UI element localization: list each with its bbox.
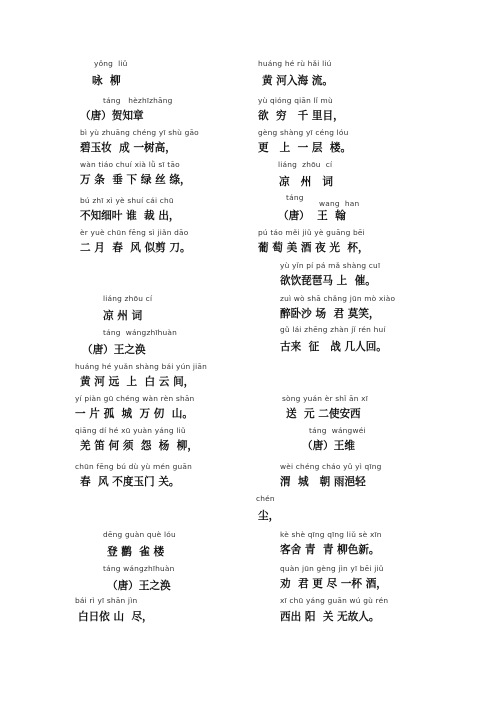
pinyin-line: táng: [286, 193, 304, 202]
pinyin-line: zuì wò shā chǎng jūn mò xiào: [280, 294, 396, 303]
hanzi-line: 黄 河入海 流。: [262, 75, 333, 87]
hanzi-line: 万 条 垂 下 绿 丝 绦，: [80, 174, 191, 186]
hanzi-line: （唐）贺知章: [80, 110, 144, 122]
pinyin-line: táng wángwéi: [309, 426, 366, 435]
pinyin-line: xī chū yáng guān wú gù rén: [280, 596, 389, 605]
hanzi-line: 二 月 春 风 似剪 刀。: [80, 242, 191, 254]
pinyin-line: táng wángzhīhuàn: [103, 328, 178, 337]
hanzi-line: 凉 州 词: [103, 310, 143, 322]
pinyin-line: liáng zhōu cí: [278, 160, 333, 169]
hanzi-line: 西出 阳 关 无故人。: [280, 611, 380, 623]
hanzi-line: 登 鹳 雀 楼: [107, 546, 165, 558]
pinyin-line: chén: [256, 494, 275, 503]
pinyin-line: liáng zhōu cí: [103, 294, 153, 303]
pinyin-line: yí piàn gū chéng wàn rèn shān: [75, 394, 195, 403]
pinyin-line: wàn tiáo chuí xià lǜ sī tāo: [80, 160, 180, 169]
pinyin-line: bú zhī xì yè shuí cái chū: [80, 196, 174, 205]
pinyin-line: gèng shàng yī céng lóu: [258, 128, 349, 137]
hanzi-line: 黄 河 远 上 白 云 间，: [80, 376, 195, 388]
pinyin-line: yù qióng qiān lǐ mù: [258, 96, 333, 105]
hanzi-line: 更 上 一 层 楼。: [258, 142, 352, 154]
pinyin-line: qiāng dí hé xū yuàn yáng liǔ: [75, 426, 186, 435]
hanzi-line: 渭 城 朝 雨浥轻: [280, 476, 366, 488]
hanzi-line: 白日依 山 尽，: [78, 611, 153, 623]
hanzi-line: 不知细叶 谁 裁 出，: [80, 210, 180, 222]
hanzi-line: 凉 州 词: [279, 176, 333, 188]
hanzi-line: 春 风 不度玉门 关。: [80, 476, 180, 488]
hanzi-line: 醉卧沙 场 君 莫笑，: [280, 308, 380, 320]
pinyin-line: kè shè qīng qīng liǔ sè xīn: [280, 530, 382, 539]
pinyin-line: huáng hé rù hǎi liú: [258, 59, 332, 68]
pinyin-line: quàn jūn gèng jìn yī bēi jiǔ: [280, 564, 384, 573]
hanzi-line: 一 片 孤 城 万 仞 山。: [75, 408, 193, 420]
hanzi-line: （唐） 王 翰: [278, 210, 346, 222]
pinyin-line: gǔ lái zhēng zhàn jǐ rén huí: [280, 325, 386, 334]
pinyin-line: yù yǐn pí pá mǎ shàng cuī: [280, 261, 381, 270]
hanzi-line: 客舍 青 青 柳色新。: [280, 544, 380, 556]
hanzi-line: 欲饮琵琶马 上 催。: [280, 275, 376, 287]
pinyin-line: yǒng liǔ: [94, 59, 128, 68]
pinyin-line: sòng yuán èr shǐ ān xī: [282, 394, 368, 403]
hanzi-line: 葡 萄 美 酒 夜 光 杯，: [258, 242, 369, 254]
pinyin-line: wang han: [319, 199, 360, 208]
pinyin-line: táng wángzhīhuàn: [103, 564, 175, 573]
hanzi-line: 欲 穷 千 里目，: [258, 110, 344, 122]
hanzi-line: 古来 征 战 几人回。: [280, 341, 387, 353]
hanzi-line: （唐）王之涣: [107, 580, 171, 592]
pinyin-line: èr yuè chūn fēng sì jiǎn dāo: [80, 228, 189, 237]
hanzi-line: 羌 笛 何 须 怨 杨 柳，: [80, 440, 198, 452]
pinyin-line: pú táo měi jiǔ yè guāng bēi: [258, 228, 365, 237]
hanzi-line: 劝 君 更 尽 一杯 酒，: [280, 578, 387, 590]
pinyin-line: bì yù zhuāng chéng yī shù gāo: [80, 128, 199, 137]
hanzi-line: 咏 柳: [92, 75, 121, 87]
hanzi-line: 送 元 二使安西: [286, 408, 361, 420]
pinyin-line: bái rì yī shān jìn: [75, 596, 138, 605]
hanzi-line: （唐）王之涣: [82, 344, 146, 356]
pinyin-line: wèi chéng cháo yǔ yì qīng: [280, 462, 382, 471]
hanzi-line: （唐）王维: [302, 440, 355, 452]
hanzi-line: 尘，: [258, 510, 280, 522]
hanzi-line: 碧玉妆 成 一树高，: [80, 142, 176, 154]
pinyin-line: huáng hé yuǎn shàng bái yún jiān: [75, 362, 208, 371]
pinyin-line: chūn fēng bú dù yù mén guān: [75, 462, 192, 471]
pinyin-line: dēng guàn què lóu: [103, 530, 176, 539]
pinyin-line: táng hèzhīzhāng: [103, 96, 173, 105]
